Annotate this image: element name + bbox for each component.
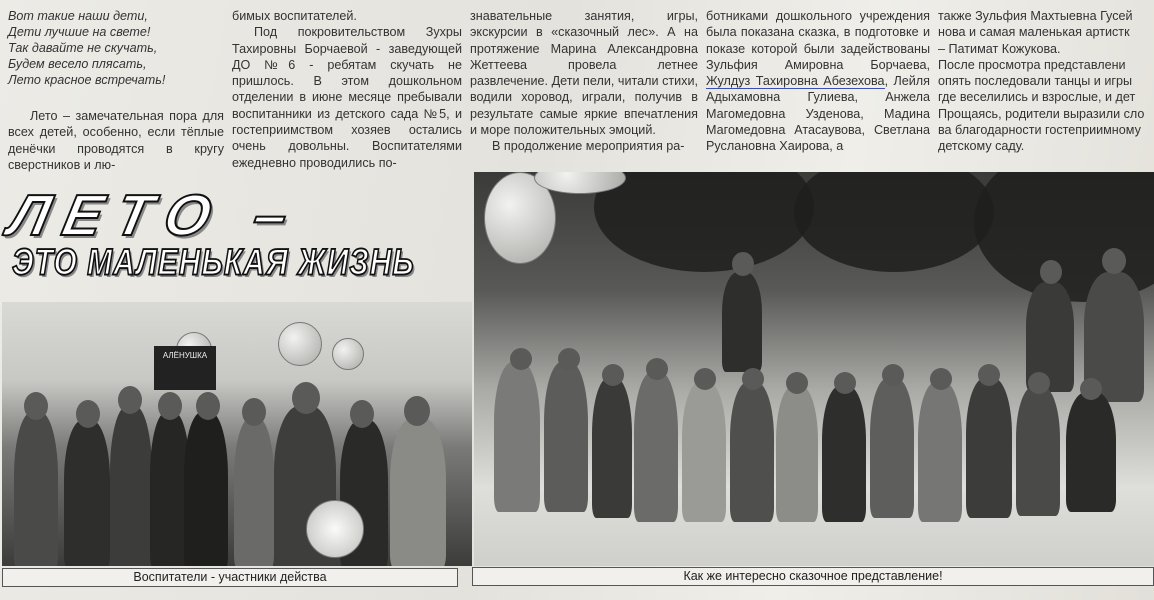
poem-line: Лето красное встречать! [8,73,166,87]
paragraph-text: , Лейля Адыхамовна Гулиева, Анжела Магомедовна Узденова, Мадина Магомедовна Атасаувова, Светлана Руслановна Хаирова, а [706,74,930,154]
child [544,362,588,512]
person [722,272,762,372]
column-5 [938,8,1154,155]
head [24,392,48,420]
child [966,378,1012,518]
head [1080,378,1102,400]
child [918,382,962,522]
head [558,348,580,370]
head [510,348,532,370]
head [76,400,100,428]
head [1028,372,1050,394]
head [118,386,142,414]
balloon [332,338,364,370]
head [694,368,716,390]
tree [594,172,814,272]
head [292,382,320,414]
poem-line: Будем весело плясать, [8,57,147,71]
paragraph: Лето – замечательная пора для всех детей, особенно, если тёплые денёчки проводятся в кругу сверстников и лю- [8,109,224,172]
photo-children [474,172,1154,566]
child [634,372,678,522]
child [494,362,540,512]
text-line: также Зульфия Махтыевна Гусей [938,9,1133,23]
head [930,368,952,390]
head [242,398,266,426]
sign-text: АЛЁНУШКА [162,351,208,360]
caption-children: Как же интересно сказочное представление! [472,567,1154,586]
paper-flower [306,500,364,558]
head [1102,248,1126,274]
text-line: детскому саду. [938,139,1025,154]
child [730,382,774,522]
balloon [278,322,322,366]
underlined-name: Жулдуз Тахировна Абезехова [706,74,885,89]
child [682,382,726,522]
head [786,372,808,394]
paragraph: бимых воспитателей. [232,9,357,23]
head [742,368,764,390]
text-line: Прощаясь, родители выразили сло [938,106,1145,121]
child [870,378,914,518]
person [64,420,110,566]
column-3 [470,8,698,155]
poem-line: Так давайте не скучать, [8,41,158,55]
head [602,364,624,386]
poem [8,8,224,88]
column-4 [706,8,930,155]
headline [3,180,470,292]
person [110,406,152,566]
headline-line-1: ЛЕТО – [3,183,308,248]
column-2 [232,8,462,171]
child [1066,392,1116,512]
kindergarten-sign [154,346,216,390]
tree [794,172,994,272]
column-1 [8,8,224,173]
paragraph: Под покровительством Зухры Тахировны Борчаевой - заведующей ДО №6 - ребятам скучать не пришлось. В этом дошкольном отделении в июне месяце пребывали воспитанники из детского сада №5, и гостеприимством хозяев остались очень довольны. Воспитателями ежедневно проводились по- [232,25,462,170]
head [732,252,754,276]
text-line: После просмотра представлени [938,57,1126,72]
head [882,364,904,386]
person [234,418,274,566]
child [592,378,632,518]
person [184,412,228,566]
person [390,418,446,566]
headline-line-2: ЭТО МАЛЕНЬКАЯ ЖИЗНЬ [12,242,415,284]
text-line: нова и самая маленькая артистк [938,25,1130,40]
poem-line: Вот такие наши дети, [8,9,148,23]
child [822,386,866,522]
text-line: где веселились и взрослые, и дет [938,90,1136,105]
head [404,396,430,426]
text-line: – Патимат Кожукова. [938,41,1061,56]
text-line: ва благодарности гостеприимному [938,123,1141,138]
paragraph: В продолжение мероприятия ра- [492,139,685,154]
head [158,392,182,420]
caption-teachers: Воспитатели - участники действа [2,568,458,587]
head [978,364,1000,386]
person [14,412,58,566]
head [196,392,220,420]
paragraph-text: ботниками дошкольного учреждения была показана сказка, в подготовке и показе которой были задействованы Зульфия Амировна Борчаева, [706,9,930,72]
child [776,386,818,522]
text-line: опять последовали танцы и игры [938,74,1133,89]
head [1040,260,1062,284]
poem-line: Дети лучшие на свете! [8,25,151,39]
paragraph: знавательные занятия, игры, экскурсии в «сказочный лес». А на протяжение Марина Александровна Жеттеева провела летнее развлечение. Дети пели, читали стихи, водили хоровод, играли, получив в результате самые яркие впечатления и море положительных эмоций. [470,9,698,138]
head [350,400,374,428]
paragraph [706,8,930,155]
photo-teachers [2,302,472,566]
child [1016,386,1060,516]
head [834,372,856,394]
head [646,358,668,380]
